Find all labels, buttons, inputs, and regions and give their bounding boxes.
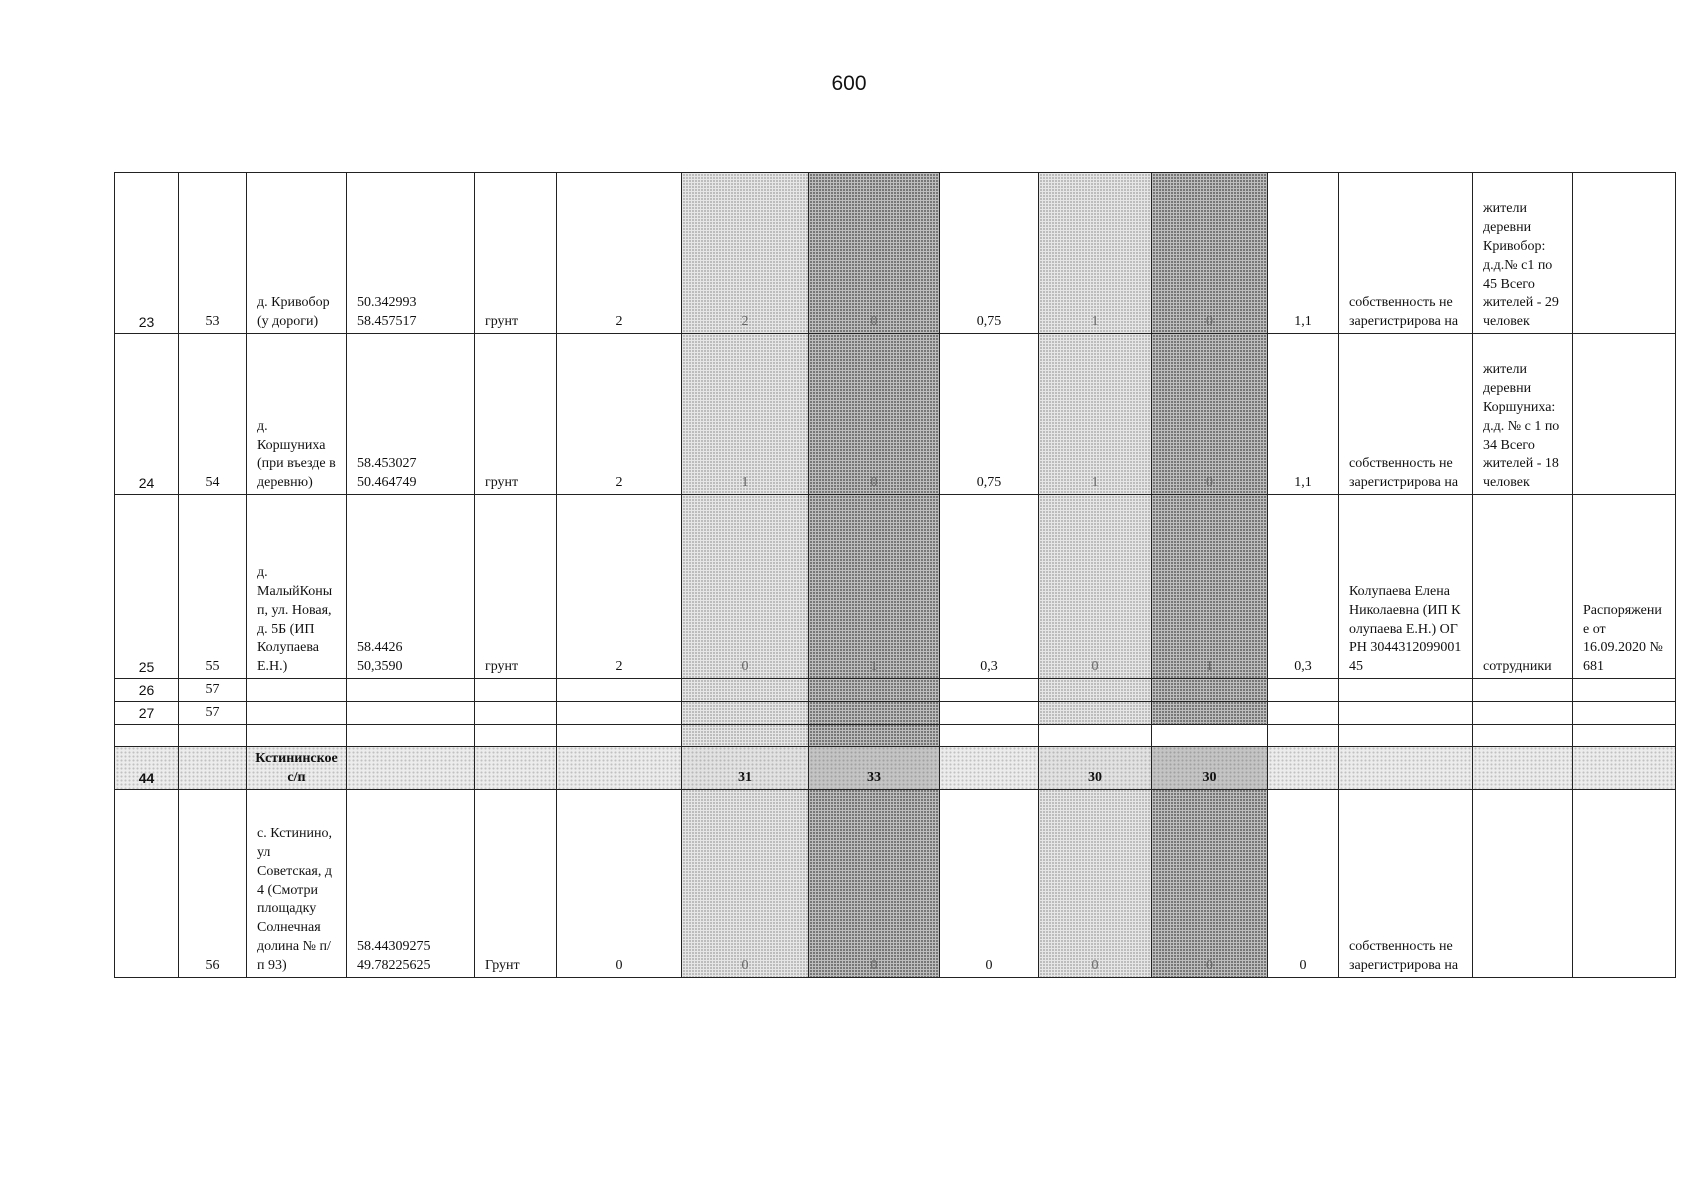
- empty-cell: [1339, 724, 1473, 746]
- empty-cell: [347, 701, 475, 724]
- empty-cell: [1268, 701, 1339, 724]
- empty-cell: [682, 679, 809, 702]
- site-coordinates: 58.453027 50.464749: [347, 334, 475, 495]
- settlement-subtotal-row: [115, 746, 1676, 789]
- empty-cell: [1573, 679, 1676, 702]
- site-number: 53: [179, 173, 247, 334]
- empty-cell: [557, 679, 682, 702]
- empty-cell: [940, 679, 1039, 702]
- empty-cell: [1268, 746, 1339, 789]
- container-volume: 0,75: [940, 334, 1039, 495]
- empty-cell: [1339, 679, 1473, 702]
- platform-count: 2: [557, 495, 682, 679]
- surface-type: грунт: [475, 495, 557, 679]
- owner-info: собственность не зарегистрирова на: [1339, 334, 1473, 495]
- container-volume: 0,75: [940, 173, 1039, 334]
- containers-existing: 0: [682, 495, 809, 679]
- empty-cell: [475, 746, 557, 789]
- containers-existing-total: 31: [682, 746, 809, 789]
- empty-cell: [1039, 724, 1152, 746]
- page-number: 600: [831, 72, 867, 95]
- table-row: [115, 495, 1676, 679]
- bunkers-planned: 0: [1152, 334, 1268, 495]
- bunker-volume: 1,1: [1268, 334, 1339, 495]
- empty-cell: [940, 701, 1039, 724]
- empty-cell: [1473, 746, 1573, 789]
- bunkers-planned-total: 30: [1152, 746, 1268, 789]
- containers-existing: 1: [682, 334, 809, 495]
- empty-cell: [809, 724, 940, 746]
- empty-cell: [347, 724, 475, 746]
- empty-cell: [1339, 746, 1473, 789]
- empty-cell: [247, 701, 347, 724]
- platform-count: 0: [557, 789, 682, 977]
- row-index: 24: [115, 334, 179, 495]
- empty-cell: [940, 746, 1039, 789]
- waste-sources: жители деревни Коршуниха: д.д. № с 1 по 34 Всего жителей - 18 человек: [1473, 334, 1573, 495]
- site-location: д. Коршуниха (при въезде в деревню): [247, 334, 347, 495]
- platform-count: 2: [557, 334, 682, 495]
- empty-cell: [347, 746, 475, 789]
- owner-info: собственность не зарегистрирова на: [1339, 789, 1473, 977]
- empty-cell: [1573, 724, 1676, 746]
- empty-cell: [179, 746, 247, 789]
- table-row: [115, 679, 1676, 702]
- empty-cell: [682, 701, 809, 724]
- site-coordinates: 50.342993 58.457517: [347, 173, 475, 334]
- container-volume: 0,3: [940, 495, 1039, 679]
- empty-cell: [1573, 701, 1676, 724]
- approval-document: [1573, 334, 1676, 495]
- row-index: 25: [115, 495, 179, 679]
- table-row: [115, 334, 1676, 495]
- bunkers-planned: 1: [1152, 495, 1268, 679]
- empty-cell: [557, 746, 682, 789]
- container-volume: 0: [940, 789, 1039, 977]
- empty-cell: [809, 679, 940, 702]
- bunker-volume: 0,3: [1268, 495, 1339, 679]
- containers-planned: 0: [809, 789, 940, 977]
- empty-cell: [1039, 701, 1152, 724]
- empty-cell: [1268, 724, 1339, 746]
- empty-cell: [1039, 679, 1152, 702]
- site-number: 57: [179, 679, 247, 702]
- site-number: 57: [179, 701, 247, 724]
- containers-planned-total: 33: [809, 746, 940, 789]
- empty-cell: [115, 724, 179, 746]
- bunkers-existing: 1: [1039, 173, 1152, 334]
- site-number: 55: [179, 495, 247, 679]
- empty-cell: [347, 679, 475, 702]
- row-index: 26: [115, 679, 179, 702]
- empty-cell: [247, 724, 347, 746]
- empty-cell: [1473, 679, 1573, 702]
- owner-info: Колупаева Елена Николаевна (ИП Колупаева Е.Н.) ОГРН 304431209900145: [1339, 495, 1473, 679]
- approval-document: [1573, 789, 1676, 977]
- empty-cell: [475, 679, 557, 702]
- empty-cell: [682, 724, 809, 746]
- surface-type: грунт: [475, 334, 557, 495]
- empty-cell: [1152, 701, 1268, 724]
- empty-cell: [1573, 746, 1676, 789]
- site-coordinates: 58.4426 50,3590: [347, 495, 475, 679]
- table-row: [115, 701, 1676, 724]
- sites-table: [114, 172, 1676, 978]
- settlement-name: Кстининское с/п: [247, 746, 347, 789]
- empty-cell: [557, 724, 682, 746]
- row-index: [115, 789, 179, 977]
- bunkers-existing: 0: [1039, 495, 1152, 679]
- owner-info: собственность не зарегистрирова на: [1339, 173, 1473, 334]
- site-location: д. МалыйКонып, ул. Новая, д. 5Б (ИП Колупаева Е.Н.): [247, 495, 347, 679]
- table-row: [115, 724, 1676, 746]
- empty-cell: [1152, 724, 1268, 746]
- bunkers-planned: 0: [1152, 789, 1268, 977]
- table-row: [115, 789, 1676, 977]
- platform-count: 2: [557, 173, 682, 334]
- site-location: с. Кстинино, ул Советская, д 4 (Смотри площадку Солнечная долина № п/п 93): [247, 789, 347, 977]
- table-row: [115, 173, 1676, 334]
- row-index: 23: [115, 173, 179, 334]
- bunkers-planned: 0: [1152, 173, 1268, 334]
- bunker-volume: 0: [1268, 789, 1339, 977]
- empty-cell: [247, 679, 347, 702]
- empty-cell: [1473, 701, 1573, 724]
- waste-sources: сотрудники: [1473, 495, 1573, 679]
- site-coordinates: 58.44309275 49.78225625: [347, 789, 475, 977]
- containers-existing: 0: [682, 789, 809, 977]
- empty-cell: [475, 724, 557, 746]
- empty-cell: [1473, 724, 1573, 746]
- empty-cell: [179, 724, 247, 746]
- containers-planned: 1: [809, 495, 940, 679]
- empty-cell: [475, 701, 557, 724]
- empty-cell: [940, 724, 1039, 746]
- site-number: 56: [179, 789, 247, 977]
- containers-planned: 0: [809, 334, 940, 495]
- bunker-volume: 1,1: [1268, 173, 1339, 334]
- surface-type: Грунт: [475, 789, 557, 977]
- empty-cell: [809, 701, 940, 724]
- surface-type: грунт: [475, 173, 557, 334]
- row-index: 44: [115, 746, 179, 789]
- bunkers-existing: 1: [1039, 334, 1152, 495]
- empty-cell: [557, 701, 682, 724]
- site-location: д. Кривобор (у дороги): [247, 173, 347, 334]
- containers-planned: 0: [809, 173, 940, 334]
- containers-existing: 2: [682, 173, 809, 334]
- empty-cell: [1339, 701, 1473, 724]
- bunkers-existing-total: 30: [1039, 746, 1152, 789]
- approval-document: [1573, 173, 1676, 334]
- site-number: 54: [179, 334, 247, 495]
- row-index: 27: [115, 701, 179, 724]
- empty-cell: [1268, 679, 1339, 702]
- waste-sources: [1473, 789, 1573, 977]
- bunkers-existing: 0: [1039, 789, 1152, 977]
- empty-cell: [1152, 679, 1268, 702]
- approval-document: Распоряжение от 16.09.2020 № 681: [1573, 495, 1676, 679]
- waste-sources: жители деревни Кривобор: д.д.№ с1 по 45 Всего жителей - 29 человек: [1473, 173, 1573, 334]
